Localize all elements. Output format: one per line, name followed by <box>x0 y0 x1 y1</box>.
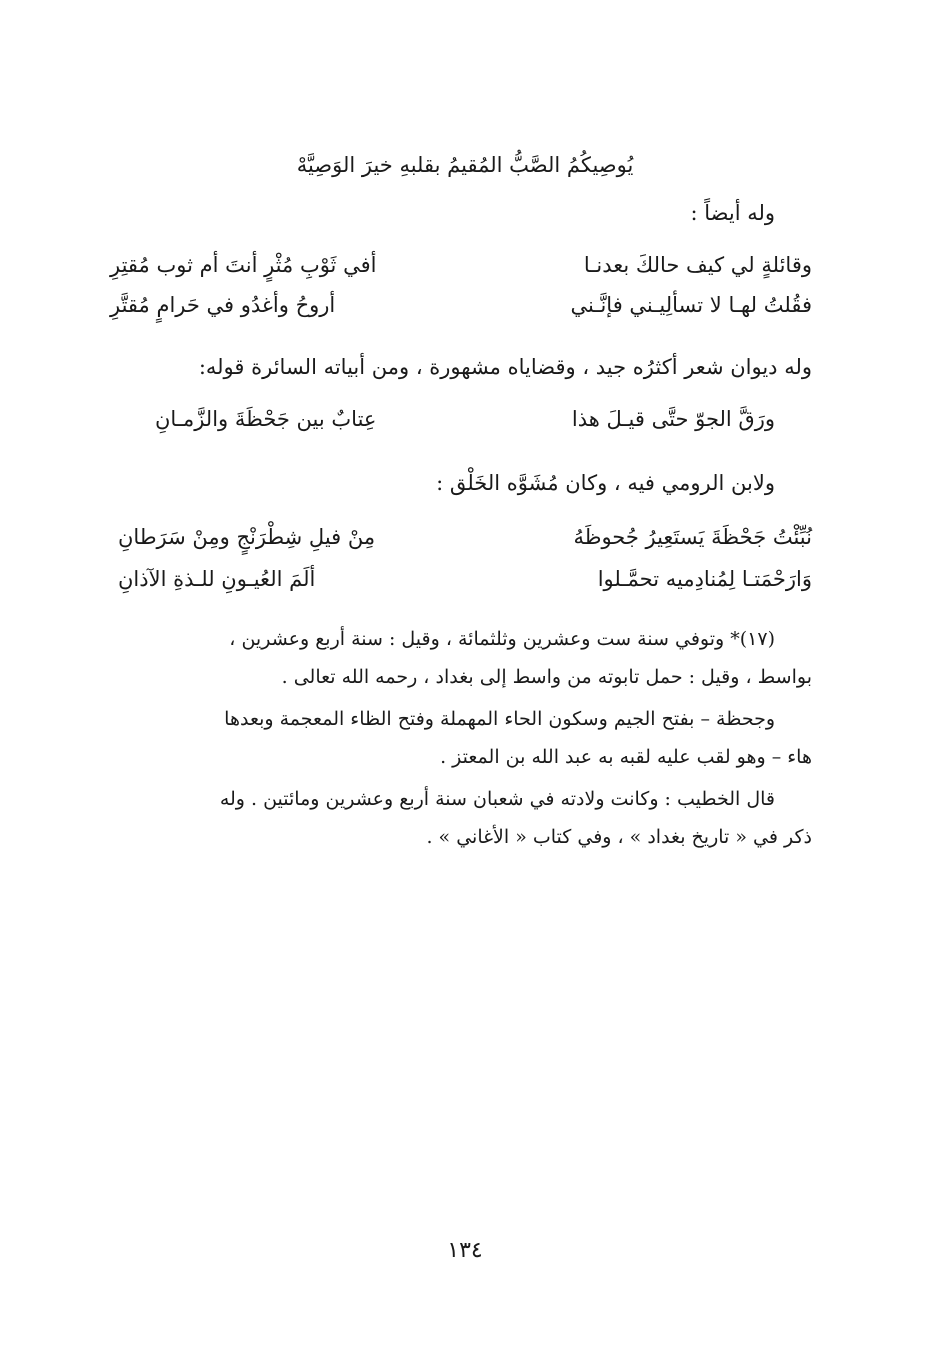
poem1-line1-right: وقائلةٍ لي كيف حالكَ بعدنـا <box>583 253 812 277</box>
footnote-line-1: (١٧)* وتوفي سنة ست وعشرين وثلثمائة ، وقيل : سنة أربع وعشرين ، <box>229 628 775 650</box>
poem1-line2-right: فقُلتُ لهـا لا تسألِيـني فإنَّـني <box>570 293 812 317</box>
poem3-line1-right: نُبِّئْتُ جَحْظَةَ يَستَعِيرُ جُحوظَهُ <box>573 525 812 549</box>
verse2-right: ورَقَّ الجوّ حتَّى قيـلَ هذا <box>571 407 775 431</box>
verse-top: يُوصِيكُمُ الصَّبُّ المُقيمُ بقلبهِ خيرَ الوَصِيَّهْ <box>296 153 634 177</box>
footnote-line-5: قال الخطيب : وكانت ولادته في شعبان سنة أربع وعشرين ومائتين . وله <box>219 788 775 810</box>
poem1-line2-left: أروحُ وأغدُو في حَرامٍ مُقتَّرِ <box>110 293 336 317</box>
page-number: ١٣٤ <box>447 1238 483 1263</box>
paragraph-diwan: وله ديوان شعر أكثرُه جيد ، وقضاياه مشهورة ، ومن أبياته السائرة قوله: <box>198 355 812 379</box>
poem3-line2-right: وَارَحْمَتـا لِمُنادِميه تحمَّـلوا <box>597 567 812 591</box>
poem3-line2-left: ألَمَ العُيـونِ للـذةِ الآذانِ <box>118 567 316 591</box>
footnote-line-6: ذكر في « تاريخ بغداد » ، وفي كتاب « الأغاني » . <box>426 826 812 848</box>
footnote-line-2: بواسط ، وقيل : حمل تابوته من واسط إلى بغداد ، رحمه الله تعالى . <box>281 666 812 688</box>
footnote-line-4: هاء – وهو لقب عليه لقبه به عبد الله بن المعتز . <box>440 746 812 768</box>
verse2-left: عِتابٌ بين جَحْظَةَ والزَّمـانِ <box>155 407 377 431</box>
intro-ibn-rumi: ولابن الرومي فيه ، وكان مُشَوَّه الخَلْق : <box>436 471 775 495</box>
poem1-line1-left: أفي ثَوْبِ مُثْرٍ أنتَ أم ثوب مُقتِرِ <box>110 253 377 277</box>
poem3-line1-left: مِنْ فيلِ شِطْرَنْجٍ ومِنْ سَرَطانِ <box>118 525 376 549</box>
intro-also: وله أيضاً : <box>690 201 775 225</box>
footnote-line-3: وجحظة – بفتح الجيم وسكون الحاء المهملة وفتح الظاء المعجمة وبعدها <box>224 708 775 730</box>
